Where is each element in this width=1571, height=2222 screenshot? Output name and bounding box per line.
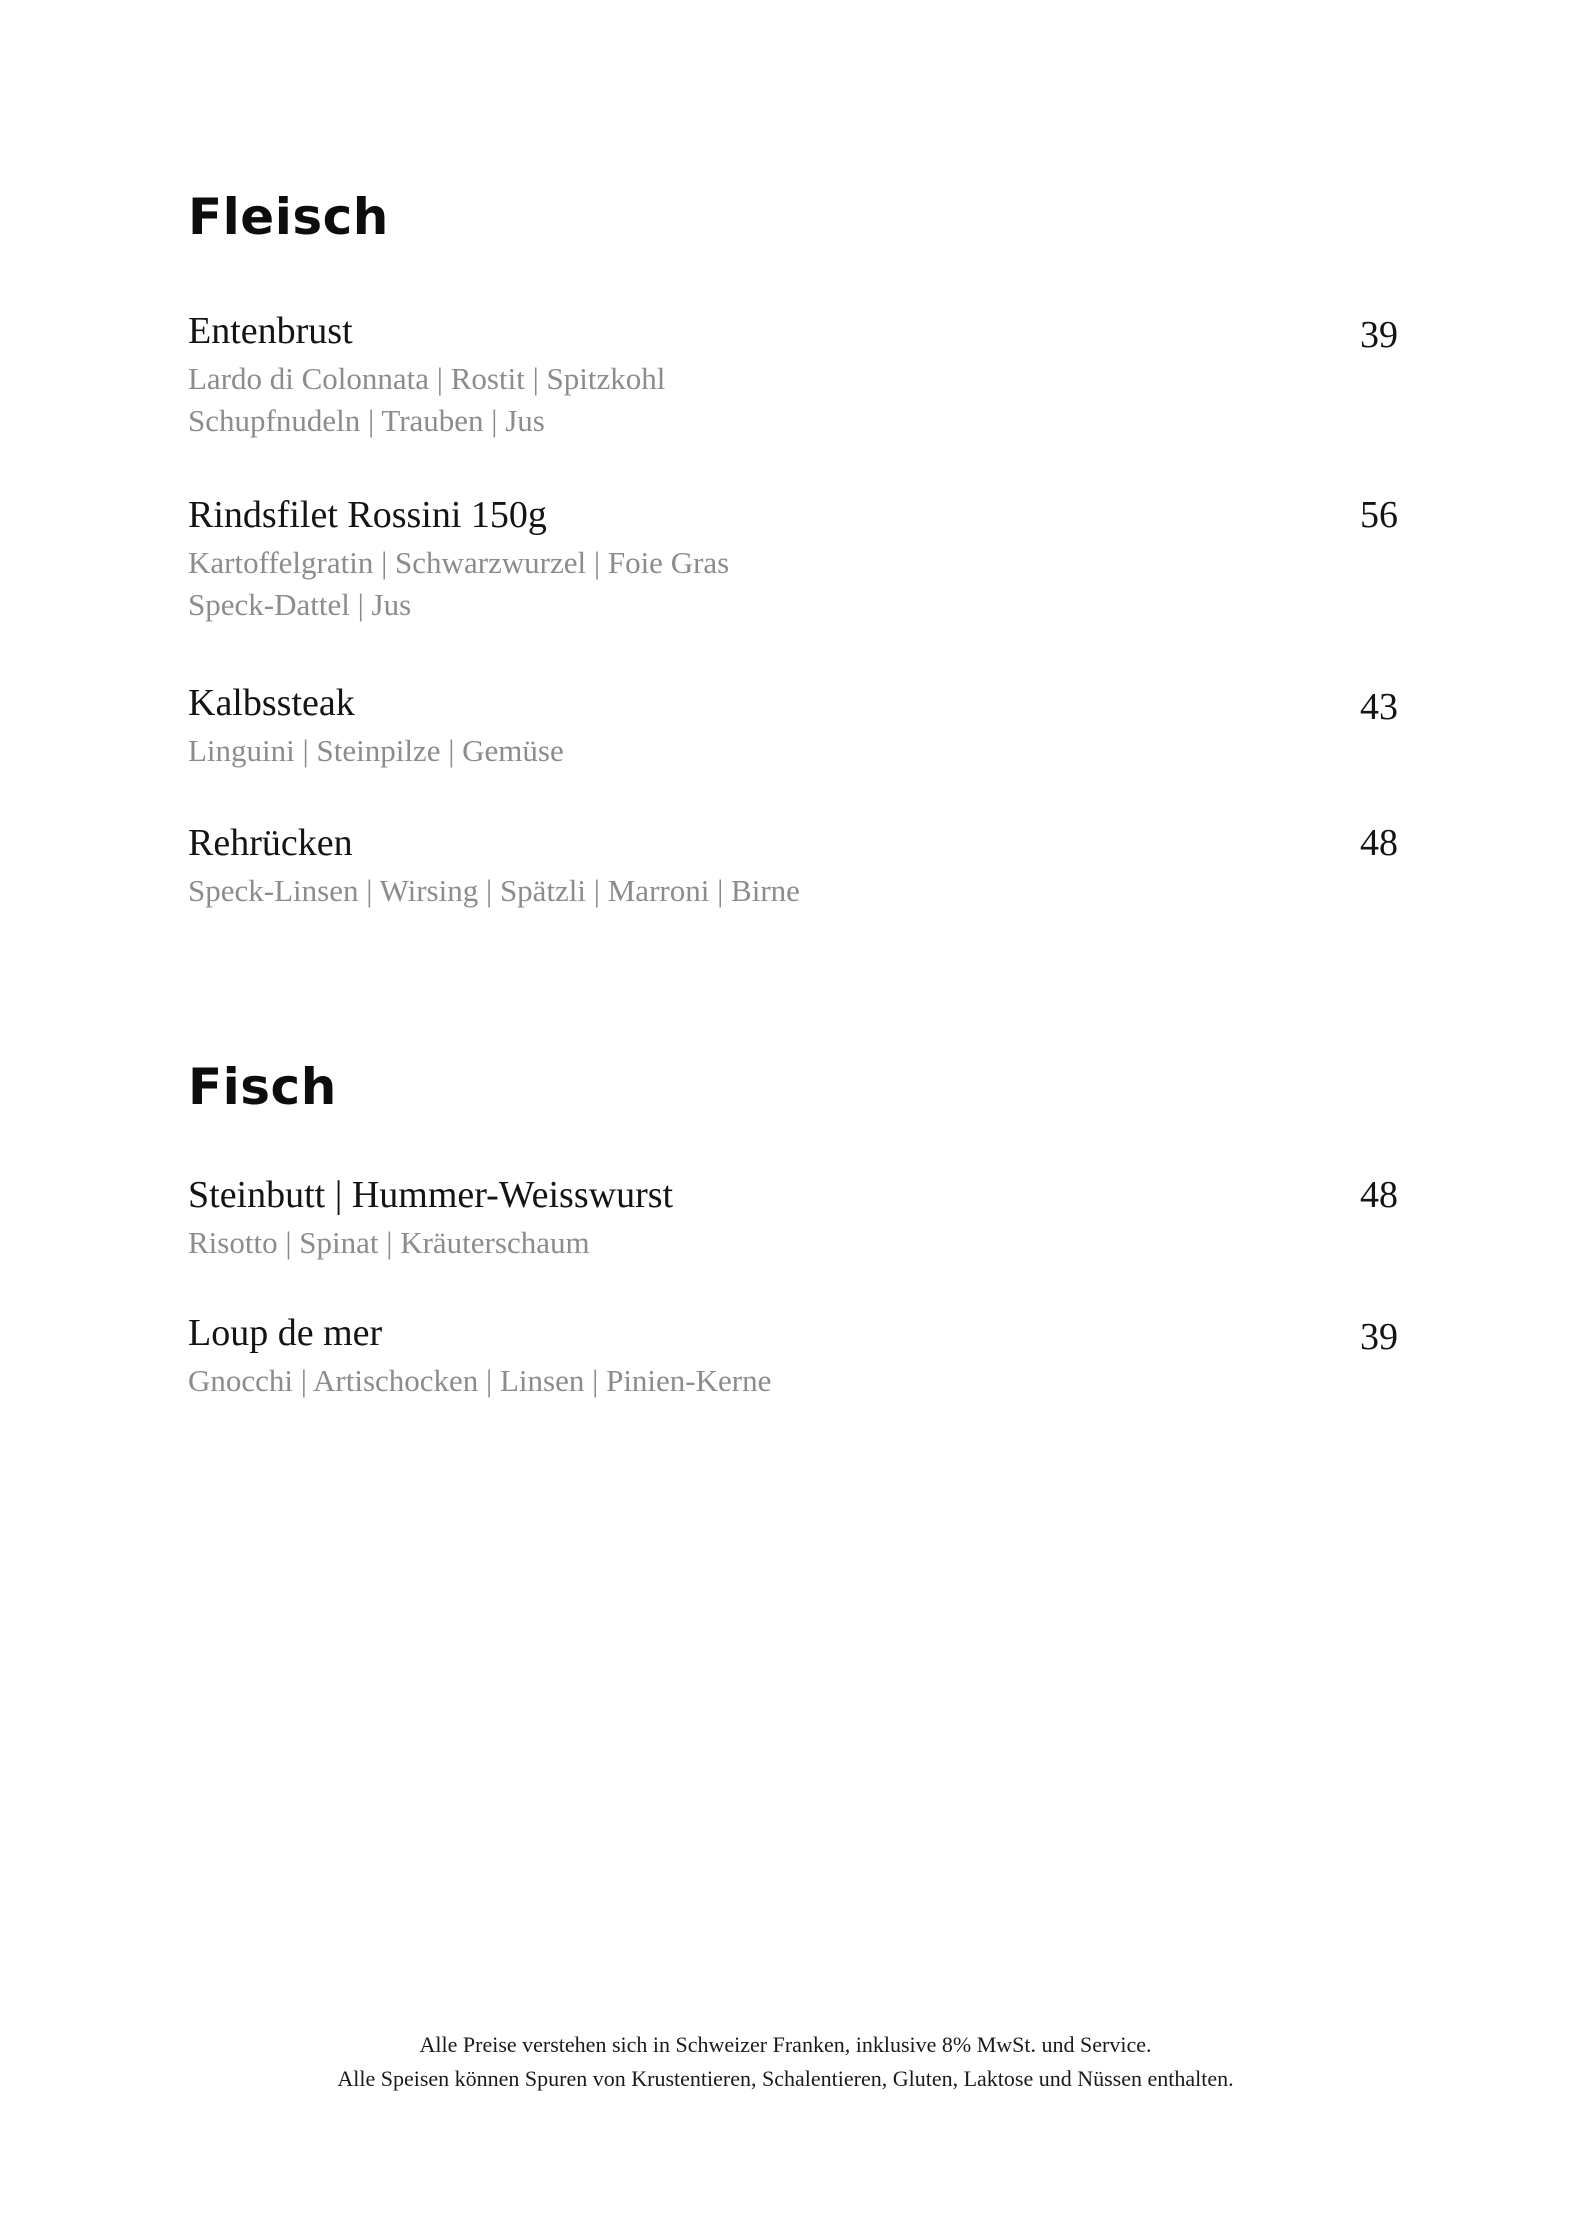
item-description: Lardo di Colonnata | Rostit | Spitzkohl [188, 361, 666, 396]
item-price: 39 [1360, 314, 1398, 356]
footer-line-prices: Alle Preise verstehen sich in Schweizer Franken, inklusive 8% MwSt. und Service. [419, 2032, 1152, 2057]
item-name: Entenbrust [188, 310, 353, 352]
item-description: Schupfnudeln | Trauben | Jus [188, 403, 545, 438]
item-description: Kartoffelgratin | Schwarzwurzel | Foie Gras [188, 545, 730, 580]
menu-item-rehruecken [188, 820, 1398, 912]
footer-line-allergens: Alle Speisen können Spuren von Krustentieren, Schalentieren, Gluten, Laktose und Nüssen enthalten. [337, 2066, 1234, 2091]
item-name: Steinbutt | Hummer-Weisswurst [188, 1174, 674, 1216]
menu-item-entenbrust [188, 308, 1398, 442]
item-description: Gnocchi | Artischocken | Linsen | Pinien-Kerne [188, 1363, 772, 1398]
section-title: Fleisch [188, 188, 389, 246]
menu-item-steinbutt [188, 1172, 1398, 1264]
item-name: Loup de mer [188, 1312, 383, 1354]
item-name: Rehrücken [188, 822, 353, 864]
section-fisch [188, 1058, 1398, 1402]
item-description: Speck-Linsen | Wirsing | Spätzli | Marroni | Birne [188, 873, 800, 908]
item-description: Risotto | Spinat | Kräuterschaum [188, 1225, 590, 1260]
item-price: 56 [1360, 494, 1398, 536]
menu-item-rindsfilet [188, 492, 1398, 626]
item-price: 39 [1360, 1316, 1398, 1358]
menu-item-loup-de-mer [188, 1310, 1398, 1402]
footer-note [0, 2028, 1571, 2096]
item-price: 43 [1360, 686, 1398, 728]
item-name: Kalbssteak [188, 682, 355, 724]
item-name: Rindsfilet Rossini 150g [188, 494, 547, 536]
item-description: Linguini | Steinpilze | Gemüse [188, 733, 564, 768]
item-price: 48 [1360, 822, 1398, 864]
item-price: 48 [1360, 1174, 1398, 1216]
menu-item-kalbssteak [188, 680, 1398, 772]
section-fleisch [188, 188, 1398, 912]
section-title: Fisch [188, 1058, 337, 1116]
item-description: Speck-Dattel | Jus [188, 587, 412, 622]
